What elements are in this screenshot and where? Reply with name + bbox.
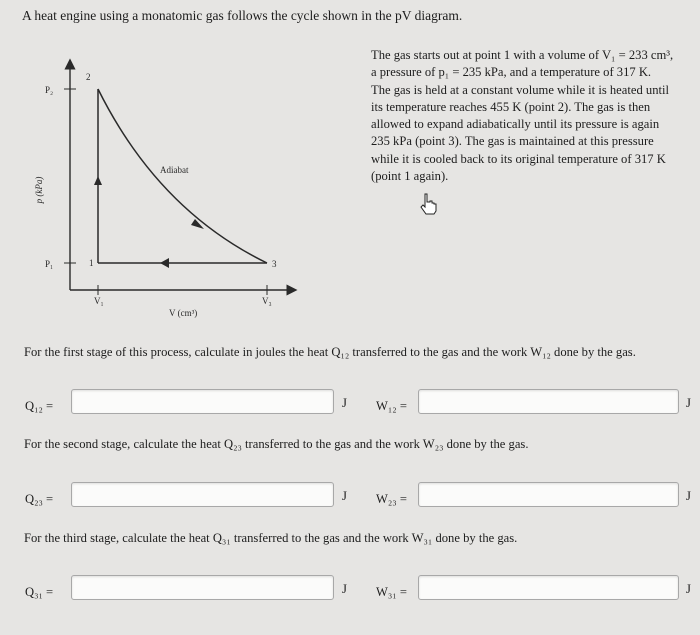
q12-input[interactable] xyxy=(71,389,334,414)
q23-input[interactable] xyxy=(71,482,334,507)
point-1-label: 1 xyxy=(89,258,94,268)
stage1-prompt: For the first stage of this process, calculate in joules the heat Q₁₂ transferred to the gas and the work W₁₂ done by the gas. xyxy=(24,345,636,359)
arrow-left-icon xyxy=(160,258,169,268)
point-3-label: 3 xyxy=(272,259,277,269)
pv-diagram xyxy=(0,42,340,332)
stage2-prompt: For the second stage, calculate the heat Q₂₃ transferred to the gas and the work W₂₃ done by the gas. xyxy=(24,437,529,451)
description-line: allowed to expand adiabatically until its pressure is again xyxy=(371,117,660,132)
description-line: a pressure of p₁ = 235 kPa, and a temperature of 317 K. xyxy=(371,65,652,80)
q31-input[interactable] xyxy=(71,575,334,600)
description-line: (point 1 again). xyxy=(371,169,449,184)
q31-unit: J xyxy=(342,582,347,596)
v3-label: V₃ xyxy=(262,296,272,306)
q23-label: Q₂₃ = xyxy=(25,492,54,506)
q31-label: Q₃₁ = xyxy=(25,585,54,599)
adiabat-label: Adiabat xyxy=(160,165,189,175)
y-axis-label: p (kPa) xyxy=(34,176,44,204)
point-2-label: 2 xyxy=(86,72,91,82)
q23-unit: J xyxy=(342,489,347,503)
adiabat-path xyxy=(98,89,267,263)
w31-label: W₃₁ = xyxy=(376,585,407,599)
w12-unit: J xyxy=(686,396,691,410)
problem-title: A heat engine using a monatomic gas follows the cycle shown in the pV diagram. xyxy=(22,8,463,23)
x-axis-label: V (cm³) xyxy=(169,308,198,318)
w23-input[interactable] xyxy=(418,482,679,507)
description-line: 235 kPa (point 3). The gas is maintained at this pressure xyxy=(371,134,654,149)
arrow-up-icon xyxy=(94,176,102,185)
w23-unit: J xyxy=(686,489,691,503)
v1-label: V₁ xyxy=(94,296,104,306)
w23-label: W₂₃ = xyxy=(376,492,407,506)
q12-label: Q₁₂ = xyxy=(25,399,54,413)
w12-label: W₁₂ = xyxy=(376,399,407,413)
w12-input[interactable] xyxy=(418,389,679,414)
description-line: while it is cooled back to its original temperature of 317 K xyxy=(371,151,666,166)
problem-description xyxy=(371,47,689,185)
stage3-prompt: For the third stage, calculate the heat Q₃₁ transferred to the gas and the work W₃₁ done by the gas. xyxy=(24,531,518,545)
description-line: The gas starts out at point 1 with a volume of V₁ = 233 cm³, xyxy=(371,48,674,62)
w31-unit: J xyxy=(686,582,691,596)
arrow-down-right-icon xyxy=(191,219,204,229)
p1-label: P₁ xyxy=(45,259,54,269)
description-line: The gas is held at a constant volume while it is heated until xyxy=(371,82,669,97)
p2-label: P₂ xyxy=(45,85,54,95)
description-line: its temperature reaches 455 K (point 2). The gas is then xyxy=(371,99,651,114)
hand-cursor-icon xyxy=(419,193,439,215)
q12-unit: J xyxy=(342,396,347,410)
w31-input[interactable] xyxy=(418,575,679,600)
